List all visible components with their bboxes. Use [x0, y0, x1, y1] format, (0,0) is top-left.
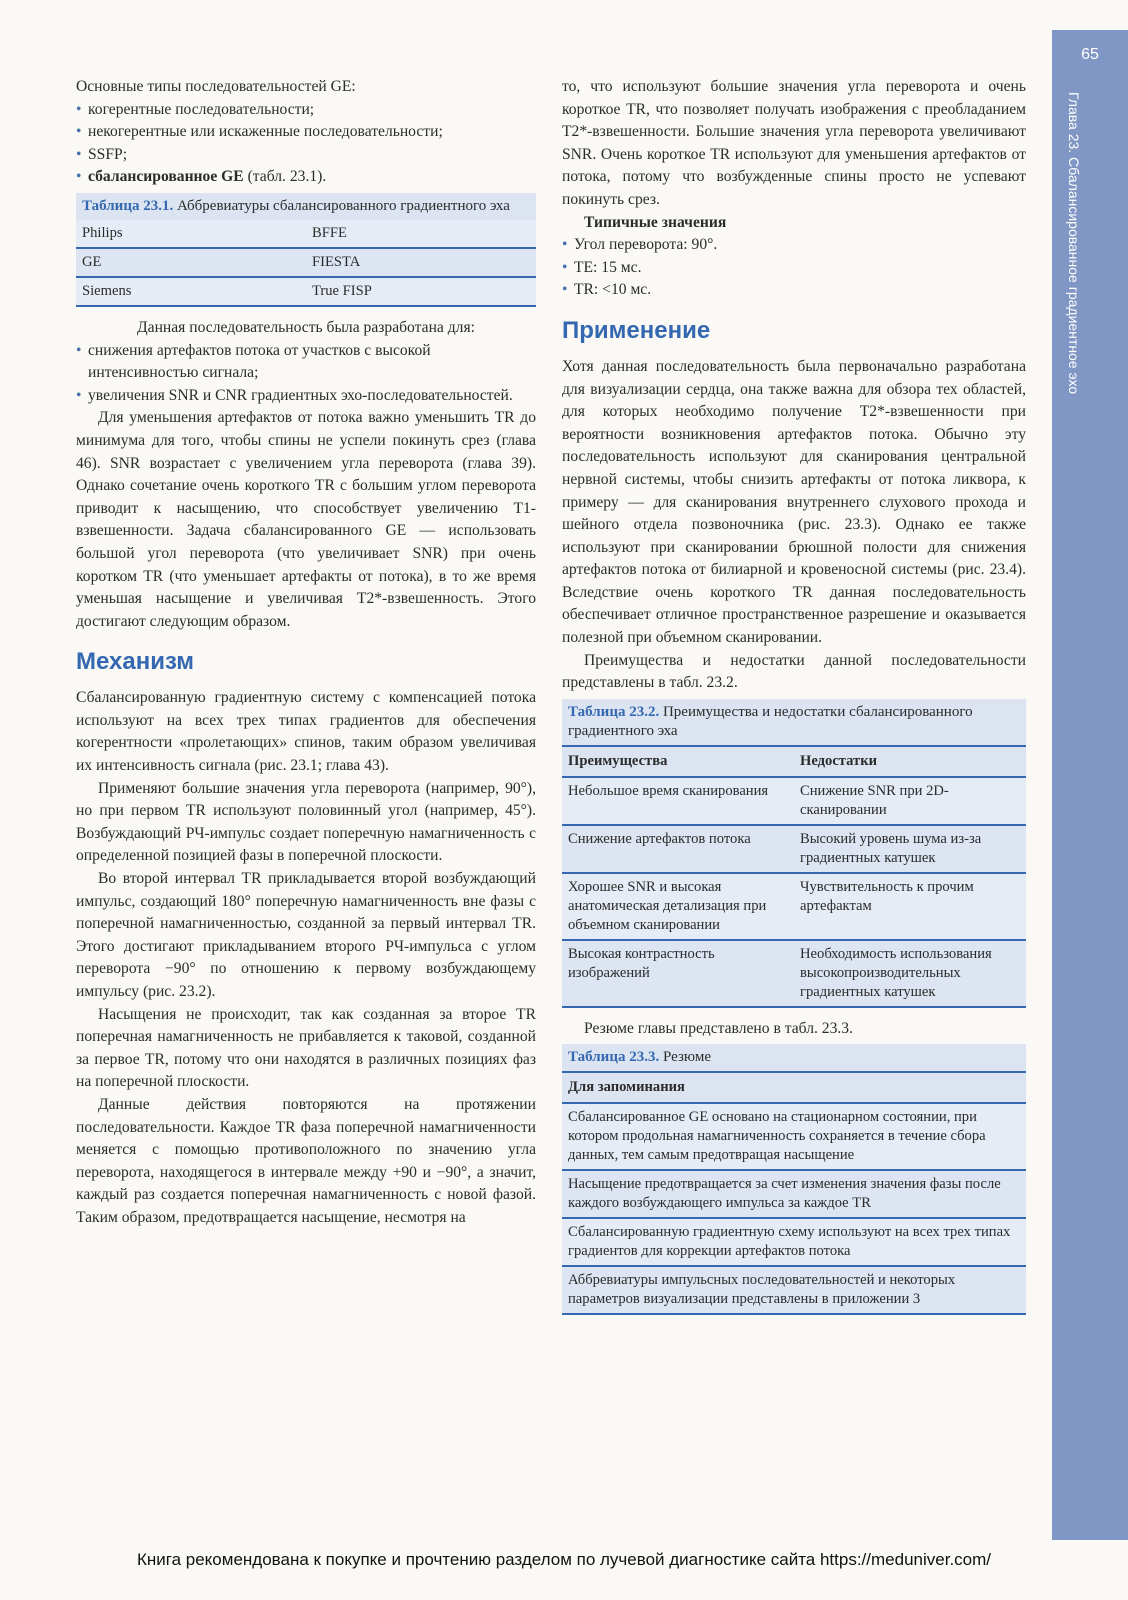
- dev-intro: Данная последовательность была разработана для:: [137, 318, 475, 336]
- list-item: • SSFP;: [76, 144, 536, 167]
- dev-list: [76, 340, 536, 408]
- paragraph: Преимущества и недостатки данной последовательности представлены в табл. 23.2.: [562, 651, 1026, 692]
- table-header-row: Преимущества Недостатки: [562, 746, 1026, 777]
- list-item-bold: сбалансированное GE: [88, 168, 244, 186]
- paragraph: Данные действия повторяются на протяжении последовательности. Каждое TR фаза поперечной намагниченности меняется с помощью противоположного по значению угла переворота, находящегося в интервале между +90 и −90°, а значит, каждый раз создается поперечная намагниченность с новой фазой. Таким образом, предотвращается насыщение, несмотря на: [76, 1095, 536, 1226]
- table-row: Сбалансированное GE основано на стационарном состоянии, при котором продольная намагниченность сохраняется в течение сбора данных, тем самым предотвращая насыщение: [562, 1103, 1026, 1170]
- list-item: • Угол переворота: 90°.: [562, 234, 1026, 257]
- table-row: Philips BFFE: [76, 220, 536, 248]
- list-item-rest: (табл. 23.1).: [243, 168, 327, 186]
- left-column: [76, 76, 536, 1230]
- chapter-header-text: Глава 23. Сбалансированное градиентное эхо: [1066, 92, 1082, 395]
- footer-note: Книга рекомендована к покупке и прочтению разделом по лучевой диагностике сайта https://meduniver.com/: [136, 1550, 992, 1569]
- table-caption: Таблица 23.3. Резюме: [562, 1044, 1026, 1071]
- paragraph: Во второй интервал TR прикладывается второй возбуждающий импульс, создающий 180° поперечную намагниченность вне фазы с поперечной намагниченностью, созданной за первый интервал TR. Этого достигают прикладыванием второго РЧ-импульса с углом переворота −90° по отношению к первому возбуждающему импульсу (рис. 23.2).: [76, 870, 536, 1000]
- paragraph: Насыщения не происходит, так как созданная за второе TR поперечная намагниченность не прибавляется к таковой, созданной за первое TR, потому что они находятся в различных позициях фаз на поперечной плоскости.: [76, 1005, 536, 1091]
- list-item: • когерентные последовательности;: [76, 99, 536, 122]
- list-item: • снижения артефактов потока от участков с высокой интенсивностью сигнала;: [76, 340, 536, 385]
- summary-reference: Резюме главы представлено в табл. 23.3.: [584, 1019, 853, 1037]
- paragraph: то, что используют большие значения угла переворота и очень короткое TR, что позволяет получать изображения с преобладанием T2*-взвешенности. Большие значения угла переворота увеличивают SNR. Очень короткое TR используют для уменьшения артефактов от потока, потому что возбужденные спины просто не успевают покинуть срез.: [562, 78, 1026, 208]
- page-number: 65: [1081, 46, 1099, 63]
- table-row: Siemens True FISP: [76, 277, 536, 306]
- table-23-1: [76, 193, 536, 307]
- ge-types-list: [76, 99, 536, 189]
- table-row: Высокая контрастность изображений Необходимость использования высокопроизводительных градиентных катушек: [562, 940, 1026, 1007]
- section-heading-application: Применение: [562, 316, 711, 344]
- list-item: • TR: <10 мс.: [562, 279, 1026, 302]
- chapter-header: [1066, 92, 1100, 452]
- ge-types-intro: Основные типы последовательностей GE:: [76, 78, 356, 95]
- list-item: • TE: 15 мс.: [562, 257, 1026, 280]
- table-row: Снижение артефактов потока Высокий уровень шума из-за градиентных катушек: [562, 825, 1026, 873]
- table-row: Аббревиатуры импульсных последовательностей и некоторых параметров визуализации представлены в приложении 3: [562, 1266, 1026, 1314]
- table-row: Хорошее SNR и высокая анатомическая детализация при объемном сканировании Чувствительность к прочим артефактам: [562, 873, 1026, 940]
- section-heading-mechanism: Механизм: [76, 648, 195, 676]
- typical-values-list: [562, 234, 1026, 302]
- paragraph: Сбалансированную градиентную систему с компенсацией потока используют на всех трех типах градиентов для обеспечения когерентности «пролетающих» спинов, таким образом увеличивая их интенсивность сигнала (рис. 23.1; глава 43).: [76, 689, 536, 775]
- paragraph: Применяют большие значения угла переворота (например, 90°), но при первом TR используют половинный угол (например, 45°). Возбуждающий РЧ-импульс создает поперечную намагниченность с определенной позицией фазы в поперечной плоскости.: [76, 779, 536, 865]
- list-item: [76, 166, 536, 189]
- table-row: Небольшое время сканирования Снижение SNR при 2D-сканировании: [562, 777, 1026, 825]
- list-item: • увеличения SNR и CNR градиентных эхо-последовательностей.: [76, 385, 536, 408]
- table-row: GE FIESTA: [76, 248, 536, 277]
- list-item: • некогерентные или искаженные последовательности;: [76, 121, 536, 144]
- right-column: [562, 76, 1026, 1325]
- paragraph: Хотя данная последовательность была первоначально разработана для визуализации сердца, она также важна для обзора тех областей, для которых необходимо получение T2*-взвешенности при вероятности возникновения артефактов потока. Обычно эту последовательность используют для сканирования центральной нервной системы, чтобы снизить артефакты от потока ликвора, к примеру — для сканирования внутреннего слухового прохода и шейного отдела позвоночника (рис. 23.3). Однако ее также используют при сканировании брюшной полости для снижения артефактов потока от билиарной и кровеносной системы (рис. 23.4). Вследствие очень короткого TR данная последовательность обеспечивает отличное пространственное разрешение и оказывается полезной при объемном сканировании.: [562, 357, 1026, 647]
- table-23-2: [562, 699, 1026, 1008]
- table-23-3: [562, 1044, 1026, 1315]
- table-caption: Таблица 23.2. Преимущества и недостатки сбалансированного градиентного эха: [562, 699, 1026, 745]
- table-row: Сбалансированную градиентную схему используют на всех трех типах градиентов для коррекции артефактов потока: [562, 1218, 1026, 1266]
- table-header-row: Для запоминания: [562, 1072, 1026, 1103]
- table-caption: Таблица 23.1. Аббревиатуры сбалансированного градиентного эха: [76, 193, 536, 220]
- paragraph: Для уменьшения артефактов от потока важно уменьшить TR до минимума для того, чтобы спины не успели покинуть срез (глава 46). SNR возрастает с увеличением угла переворота (глава 39). Однако сочетание очень короткого TR с большим углом переворота приводит к насыщению, что способствует увеличению T1-взвешенности. Задача сбалансированного GE — использовать большой угол переворота (что увеличивает SNR) при очень коротком TR (что уменьшает артефакты от потока), в то же время уменьшая насыщение и увеличивая T2*-взвешенность. Этого достигают следующим образом.: [76, 409, 536, 630]
- table-row: Насыщение предотвращается за счет изменения значения фазы после каждого возбуждающего импульса за каждое TR: [562, 1170, 1026, 1218]
- typical-values-heading: Типичные значения: [584, 213, 727, 231]
